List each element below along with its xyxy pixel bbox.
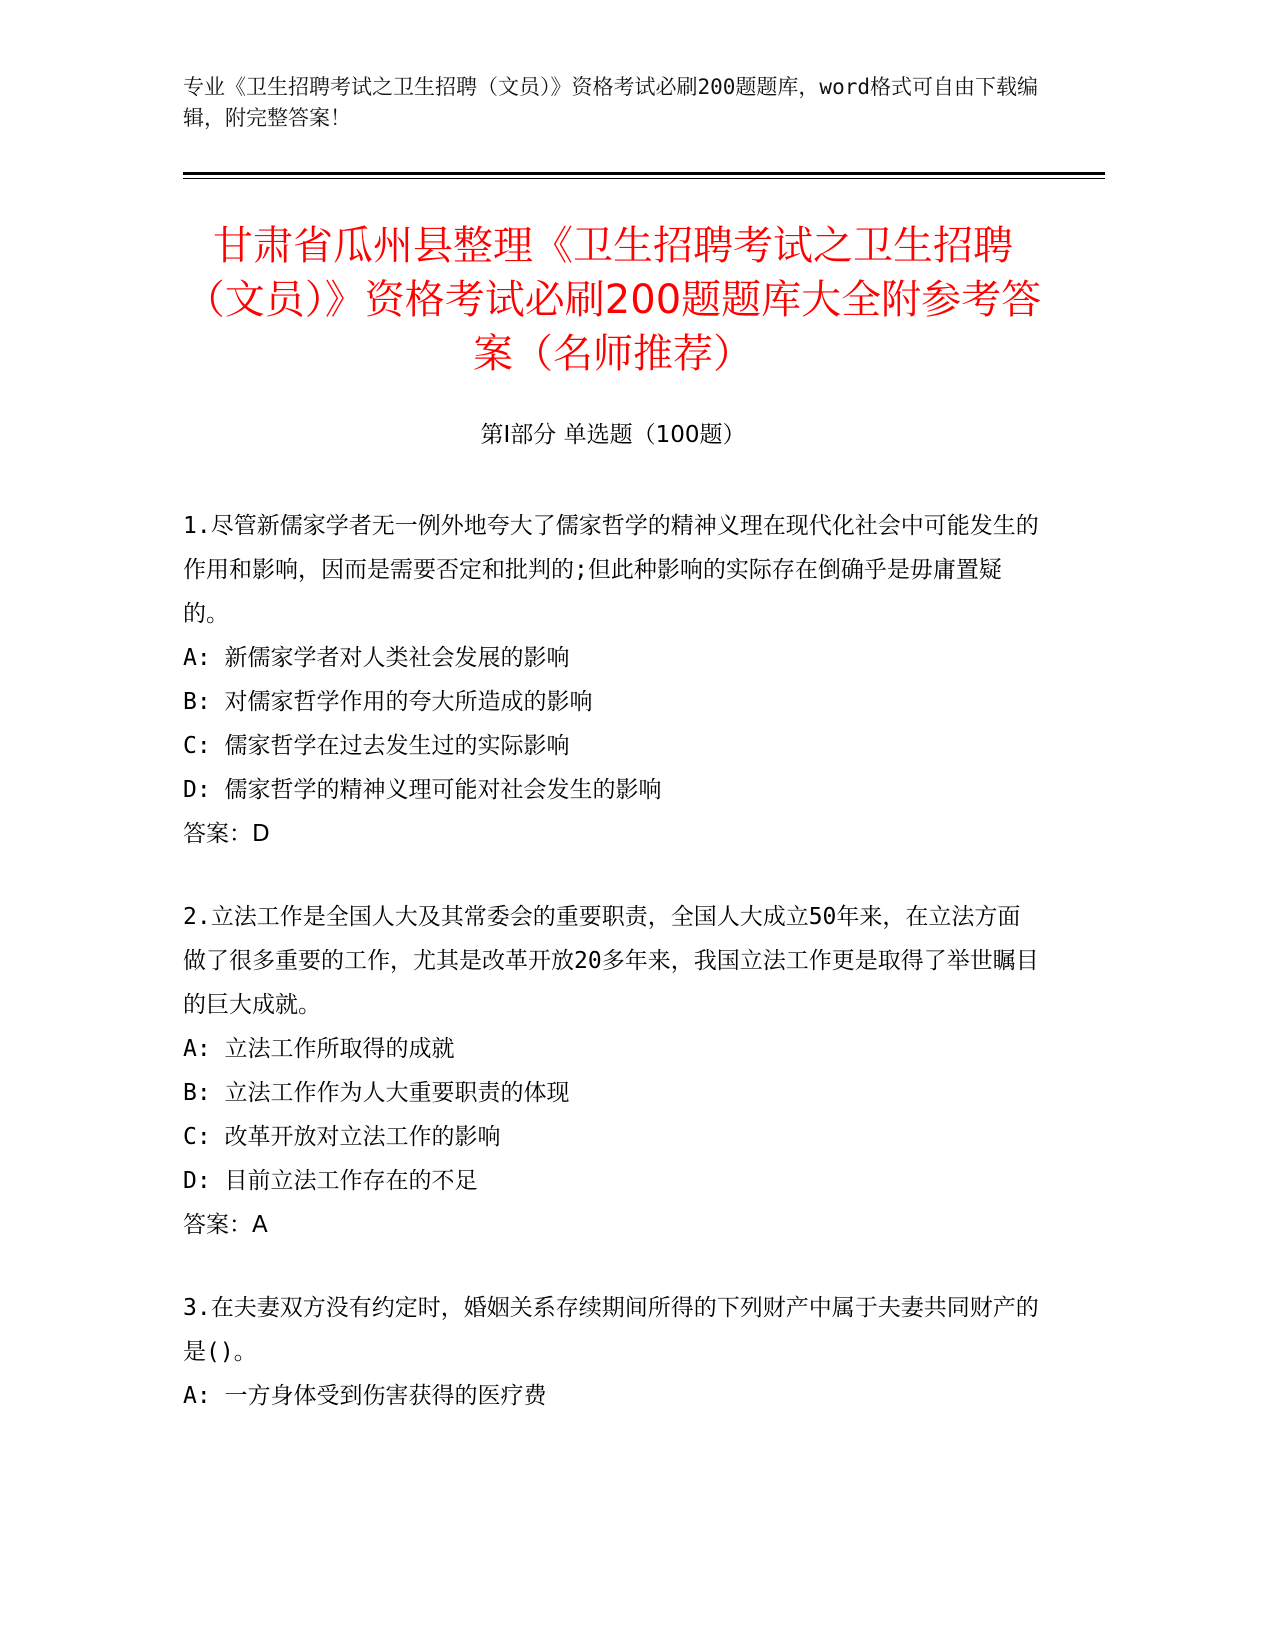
option-a: A: 一方身体受到伤害获得的医疗费: [183, 1383, 547, 1409]
document-title: 甘肃省瓜州县整理《卫生招聘考试之卫生招聘（文员）》资格考试必刷200题题库大全附参考答案（名师推荐）: [184, 223, 1042, 377]
option-b: B: 立法工作作为人大重要职责的体现: [183, 1080, 570, 1106]
option-c: C: 儒家哲学在过去发生过的实际影响: [183, 733, 570, 759]
question-1: [183, 504, 1043, 856]
option-a: A: 新儒家学者对人类社会发展的影响: [183, 645, 570, 671]
question-stem: 2.立法工作是全国人大及其常委会的重要职责，全国人大成立50年来，在立法方面做了很多重要的工作，尤其是改革开放20多年来，我国立法工作更是取得了举世瞩目的巨大成就。: [183, 904, 1039, 1018]
answer: 答案：D: [183, 821, 270, 847]
option-c: C: 改革开放对立法工作的影响: [183, 1124, 501, 1150]
header-divider-thin: [183, 178, 1105, 179]
option-a: A: 立法工作所取得的成就: [183, 1036, 455, 1062]
question-2: [183, 895, 1043, 1247]
option-b: B: 对儒家哲学作用的夸大所造成的影响: [183, 689, 593, 715]
section-heading: 第I部分 单选题（100题）: [480, 422, 746, 448]
question-stem: 1.尽管新儒家学者无一例外地夸大了儒家哲学的精神义理在现代化社会中可能发生的作用和影响，因而是需要否定和批判的;但此种影响的实际存在倒确乎是毋庸置疑的。: [183, 513, 1039, 627]
question-stem: 3.在夫妻双方没有约定时，婚姻关系存续期间所得的下列财产中属于夫妻共同财产的是()。: [183, 1295, 1039, 1365]
answer: 答案：A: [183, 1212, 268, 1238]
header-divider-thick: [183, 172, 1105, 175]
question-3: [183, 1286, 1043, 1418]
option-d: D: 儒家哲学的精神义理可能对社会发生的影响: [183, 777, 662, 803]
option-d: D: 目前立法工作存在的不足: [183, 1168, 478, 1194]
header-note: 专业《卫生招聘考试之卫生招聘（文员）》资格考试必刷200题题库，word格式可自由下载编辑，附完整答案！: [183, 75, 1038, 130]
